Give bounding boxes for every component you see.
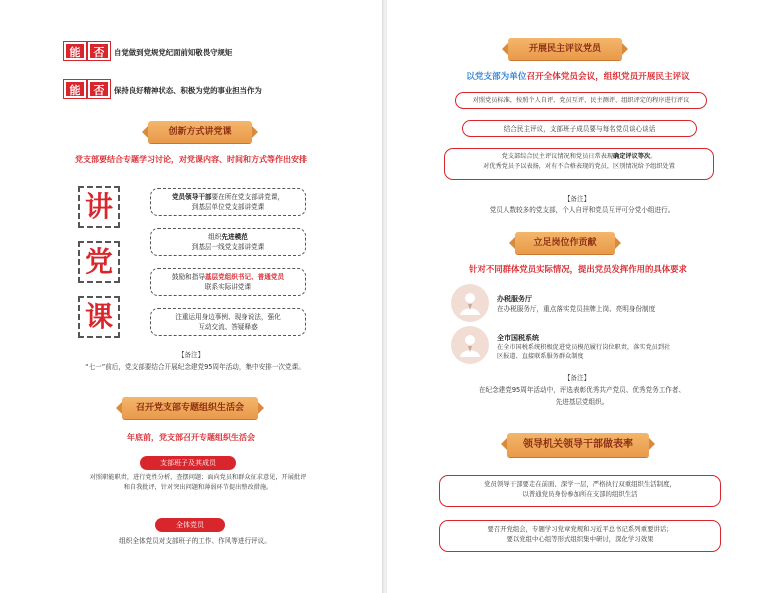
post-text-1: 在办税服务厅，重点落实党员挂牌上岗、亮明身份制度 <box>497 305 656 313</box>
box-text: 。 <box>650 153 657 160</box>
review-heading <box>417 70 739 82</box>
badge-char: 否 <box>88 80 110 98</box>
section-banner-meeting: 召开党支部专题组织生活会 <box>122 397 258 419</box>
box-text: 党支部综合民主评议情况和党员日常表现 <box>501 153 614 160</box>
left-page <box>0 0 382 593</box>
big-char-jiang: 讲 <box>78 186 120 228</box>
review-box-1: 对照党员标准，按照个人自评、党员互评、民主测评、组织评定的程序进行评议 <box>455 92 707 109</box>
post-title-1: 办税服务厅 <box>497 295 532 303</box>
box-text: 组织 <box>208 233 222 241</box>
note-text: “七一”前后，党支部要结合开展纪念建党95周年活动，集中安排一次党课。 <box>85 363 305 371</box>
box-text: 以普通党员身份参加所在支部的组织生活 <box>522 490 638 498</box>
box-text: 联系实际讲党课 <box>204 283 252 291</box>
review-note-text: 党员人数较多的党支部，个人自评和党员互评可分党小组进行。 <box>489 206 675 214</box>
box-text: 对优秀党员予以表扬，对有不合格表现的党员，区别情况给予组织处置 <box>483 163 675 170</box>
section-banner-leaders: 领导机关领导干部做表率 <box>507 433 649 457</box>
post-note-2: 先进基层党组织。 <box>555 398 609 406</box>
meeting-text-2: 组织全体党员对支部班子的工作、作风等进行评议。 <box>119 537 271 545</box>
post-text-2a: 在全市国税系统积极促进党员模范履行岗位职责，落实党员到社 <box>497 344 671 351</box>
meeting-text-1a: 对照职能职责，进行党性分析，查摆问题；面向党员和群众征求意见，开展批评 <box>89 474 307 481</box>
person-icon <box>457 290 483 316</box>
box-text: 党员领导干部要走在前面、深学一层，严格执行双重组织生活制度， <box>484 480 676 488</box>
capability-badge-2 <box>64 80 110 98</box>
lecture-box-4 <box>150 308 306 336</box>
meeting-text-1b: 和自我批评，针对突出问题和薄弱环节提出整改措施。 <box>123 484 273 491</box>
box-text: 注重运用身边事例、现身说法，强化 <box>175 313 281 321</box>
post-heading: 针对不同群体党员实际情况，提出党员发挥作用的具体要求 <box>469 264 687 274</box>
avatar-city-system <box>451 326 489 364</box>
box-text: 到基层一线党支部讲党课 <box>191 243 265 251</box>
section-banner-review: 开展民主评议党员 <box>508 38 622 60</box>
box-bold: 先进模范 <box>221 233 248 241</box>
note-label: 【备注】 <box>177 351 205 359</box>
lecture-box-3 <box>150 268 306 296</box>
leaders-box-1 <box>439 475 721 507</box>
box-text: 到基层单位党支部讲党课 <box>191 203 265 211</box>
post-text-2b: 区报道、直接联系服务群众制度 <box>497 353 584 360</box>
right-page <box>387 0 769 593</box>
post-note-1: 在纪念建党95周年活动中，评选表彰优秀共产党员、优秀党务工作者、 <box>478 386 686 394</box>
box-text: 要召开党组会，专题学习党章党规和习近平总书记系列重要讲话； <box>487 525 673 533</box>
review-heading-red: 召开全体党员会议，组织党员开展民主评议 <box>526 72 690 82</box>
capability-badge-1 <box>64 42 110 60</box>
box-text: 鼓励和指导 <box>171 273 205 281</box>
leaders-box-2 <box>439 520 721 552</box>
post-title-2: 全市国税系统 <box>497 334 539 342</box>
capability-text-2: 保持良好精神状态、积极为党的事业担当作为 <box>114 86 262 95</box>
box-bold: 党员领导干部 <box>171 193 212 201</box>
box-text: 要以党组中心组等形式组织集中研讨，深化学习效果 <box>506 535 654 543</box>
capability-text-1: 自觉做到党规党纪面前知敬畏守规矩 <box>114 48 233 57</box>
avatar-service-hall <box>451 284 489 322</box>
big-char-dang: 党 <box>78 241 120 283</box>
pill-branch-members: 支部班子及其成员 <box>140 456 236 470</box>
lecture-box-1 <box>150 188 306 216</box>
box-text: 要在所在党支部讲党课， <box>211 193 285 201</box>
review-heading-blue: 以党支部为单位 <box>466 72 527 82</box>
review-box-3 <box>444 148 714 180</box>
badge-char: 否 <box>88 42 110 60</box>
section-banner-lecture: 创新方式讲党课 <box>148 121 252 143</box>
badge-char: 能 <box>64 80 86 98</box>
big-char-ke: 课 <box>78 296 120 338</box>
lecture-heading: 党支部要结合专题学习讨论，对党课内容、时间和方式等作出安排 <box>75 155 307 164</box>
box-bold: 确定评议等次 <box>613 153 651 160</box>
box-highlight: 基层党组织书记、普通党员 <box>204 273 285 281</box>
box-text: 互动交流、答疑释惑 <box>198 323 258 331</box>
meeting-heading: 年底前，党支部召开专题组织生活会 <box>127 433 255 442</box>
section-banner-post: 立足岗位作贡献 <box>515 232 615 254</box>
badge-char: 能 <box>64 42 86 60</box>
person-icon <box>457 332 483 358</box>
note-label: 【备注】 <box>563 195 591 203</box>
note-label: 【备注】 <box>563 374 591 382</box>
pill-all-members: 全体党员 <box>155 518 225 532</box>
review-box-2: 结合民主评议，支部班子成员要与每名党员谈心谈话 <box>462 120 697 137</box>
lecture-box-2 <box>150 228 306 256</box>
